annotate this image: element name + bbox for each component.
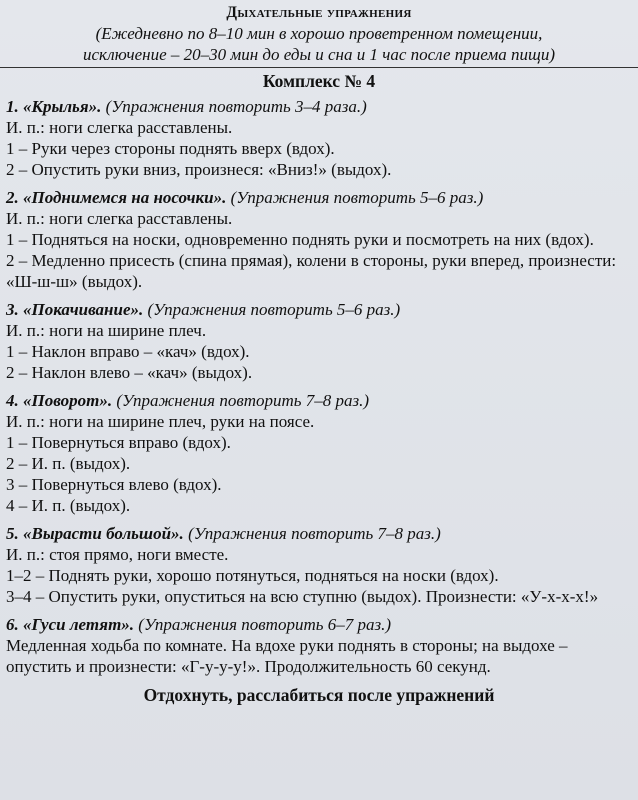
- document-title: Дыхательные упражнения: [226, 4, 412, 21]
- exercise-3: [6, 299, 632, 383]
- exercise-5-name: 5. «Вырасти большой».: [6, 524, 184, 543]
- exercise-6-name: 6. «Гуси летят».: [6, 615, 135, 634]
- exercise-3-line-2: 1 – Наклон вправо – «кач» (вдох).: [6, 342, 250, 361]
- exercise-5-line-2: 1–2 – Поднять руки, хорошо потянуться, подняться на носки (вдох).: [6, 566, 499, 585]
- exercise-3-line-3: 2 – Наклон влево – «кач» (выдох).: [6, 363, 253, 382]
- complex-title: Комплекс № 4: [262, 71, 376, 91]
- exercise-5-note: (Упражнения повторить 7–8 раз.): [188, 524, 441, 543]
- exercise-5-line-1: И. п.: стоя прямо, ноги вместе.: [6, 545, 229, 564]
- exercise-5: [6, 523, 632, 607]
- exercise-4-name: 4. «Поворот».: [6, 391, 113, 410]
- exercise-2-line-2: 1 – Подняться на носки, одновременно поднять руки и посмотреть на них (вдох).: [6, 230, 594, 249]
- exercise-4-line-3: 2 – И. п. (выдох).: [6, 454, 131, 473]
- exercise-4-line-5: 4 – И. п. (выдох).: [6, 496, 131, 515]
- exercise-2-line-1: И. п.: ноги слегка расставлены.: [6, 209, 233, 228]
- header-divider: [0, 67, 638, 68]
- exercise-3-line-1: И. п.: ноги на ширине плеч.: [6, 321, 207, 340]
- exercise-1-line-1: И. п.: ноги слегка расставлены.: [6, 118, 233, 137]
- exercise-1: [6, 96, 632, 180]
- exercise-1-line-3: 2 – Опустить руки вниз, произнеся: «Вниз!» (выдох).: [6, 160, 392, 179]
- exercise-2-note: (Упражнения повторить 5–6 раз.): [230, 188, 484, 207]
- exercise-6-line-1: Медленная ходьба по комнате. На вдохе руки поднять в стороны; на выдохе – опустить и произнести: «Г-у-у-у!». Продолжительность 60 секунд.: [6, 636, 568, 676]
- exercise-6: [6, 614, 632, 677]
- exercise-2: [6, 187, 632, 292]
- subtitle-line-1: (Ежедневно по 8–10 мин в хорошо проветренном помещении,: [95, 24, 543, 43]
- subtitle-line-2: исключение – 20–30 мин до еды и сна и 1 час после приема пищи): [82, 45, 556, 64]
- exercise-2-line-3: 2 – Медленно присесть (спина прямая), колени в стороны, руки вперед, произнести: «Ш-ш-ш» (выдох).: [6, 251, 617, 291]
- exercise-list: [0, 96, 638, 677]
- exercise-3-note: (Упражнения повторить 5–6 раз.): [147, 300, 401, 319]
- exercise-4-line-1: И. п.: ноги на ширине плеч, руки на поясе.: [6, 412, 315, 431]
- exercise-1-note: (Упражнения повторить 3–4 раза.): [105, 97, 367, 116]
- exercise-2-name: 2. «Поднимемся на носочки».: [6, 188, 227, 207]
- exercise-4-line-4: 3 – Повернуться влево (вдох).: [6, 475, 222, 494]
- document-header: [0, 3, 638, 65]
- exercise-3-name: 3. «Покачивание».: [6, 300, 144, 319]
- exercise-1-line-2: 1 – Руки через стороны поднять вверх (вдох).: [6, 139, 335, 158]
- exercise-4-line-2: 1 – Повернуться вправо (вдох).: [6, 433, 231, 452]
- exercise-4: [6, 390, 632, 516]
- exercise-4-note: (Упражнения повторить 7–8 раз.): [116, 391, 370, 410]
- exercise-1-name: 1. «Крылья».: [6, 97, 102, 116]
- exercise-5-line-3: 3–4 – Опустить руки, опуститься на всю ступню (выдох). Произнести: «У-х-х-х!»: [6, 587, 599, 606]
- exercise-6-note: (Упражнения повторить 6–7 раз.): [138, 615, 392, 634]
- closing-instruction: Отдохнуть, расслабиться после упражнений: [143, 685, 495, 705]
